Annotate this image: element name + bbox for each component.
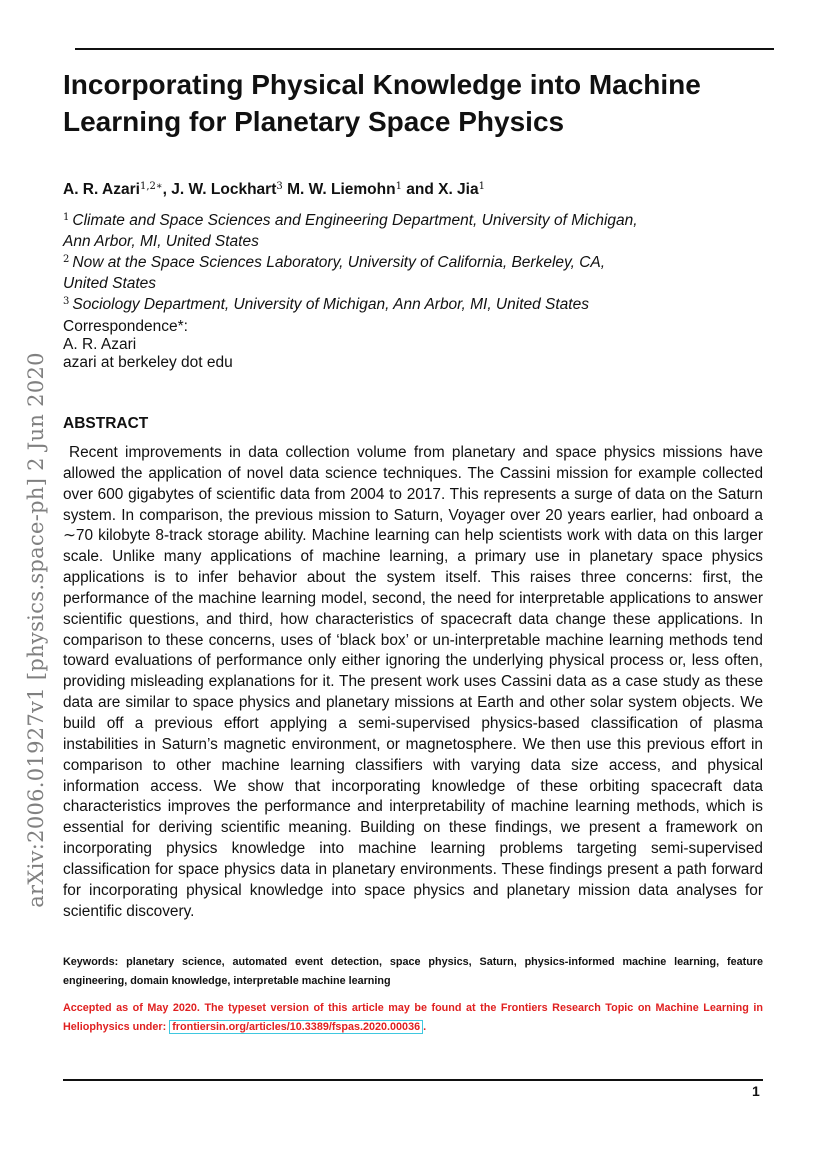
keywords	[63, 953, 763, 991]
abstract-heading: ABSTRACT	[63, 415, 149, 432]
affiliation-mark: 2	[63, 254, 70, 265]
affiliation-3	[63, 291, 589, 315]
correspondence-email: azari at berkeley dot edu	[63, 354, 233, 371]
keywords-list: planetary science, automated event detection, space physics, Saturn, physics-informed machine learning, feature engineering, domain knowledge, interpretable machine learning	[63, 956, 764, 987]
author-affiliation-mark: 3	[276, 181, 283, 192]
affiliation-1	[63, 207, 638, 252]
abstract-text: Recent improvements in data collection volume from planetary and space physics missions have allowed the application of novel data science techniques. The Cassini mission for example collected over 600 gigabytes of scientific data from 2004 to 2017. This represents a surge of data on the Saturn system. In comparison, the previous mission to Saturn, Voyager over 20 years earlier, had onboard a ∼70 kilobyte 8-track storage ability. Machine learning can help scientists work with data on this larger scale. Unlike many applications of machine learning, a primary use in planetary space physics applications is to infer behavior about the system itself. This raises three concerns: first, the performance of the machine learning model, second, the need for interpretable applications to answer scientific questions, and third, how characteristics of spacecraft data change these applications. In comparison to these concerns, uses of ‘black box’ or un-interpretable machine learning methods tend toward evaluations of performance only either ignoring the underlying physical process or, less often, providing misleading explanations for it. The present work uses Cassini data as a case study as these data are similar to space physics and planetary missions at Earth and other solar system objects. We build off a previous effort applying a semi-supervised physics-based classification of plasma instabilities in Saturn’s magnetic environment, or magnetosphere. We then use this previous effort in comparison to other machine learning classifiers with varying data size access, and physical information access. We show that incorporating knowledge of these orbiting spacecraft data characteristics improves the performance and interpretability of machine learning methods, which is essential for deriving scientific meaning. Building on these findings, we present a framework on incorporating physics knowledge into machine learning problems targeting semi-supervised classification for space physics data in planetary environments. These findings present a path forward for incorporating physical knowledge into space physics and planetary mission data analyses for scientific discovery.	[63, 444, 763, 920]
author-affiliation-mark: 1	[478, 181, 485, 192]
author-separator: and	[401, 181, 439, 198]
author-name: A. R. Azari	[63, 181, 140, 198]
arxiv-identifier: arXiv:2006.01927v1 [physics.space-ph] 2 Jun 2020	[24, 352, 48, 908]
author-affiliation-mark: 1,2∗	[139, 181, 163, 192]
correspondence-name: A. R. Azari	[63, 336, 137, 353]
paper-title: Incorporating Physical Knowledge into Machine Learning for Planetary Space Physics	[63, 69, 701, 137]
author-affiliation-mark: 1	[395, 181, 402, 192]
affiliation-2	[63, 249, 605, 294]
correspondence-label: Correspondence*:	[63, 318, 188, 335]
author-name: X. Jia	[438, 181, 479, 198]
correspondence-block	[63, 318, 233, 372]
publication-note	[63, 999, 763, 1037]
keywords-label: Keywords:	[63, 956, 119, 968]
affiliation-text: Sociology Department, University of Michigan, Ann Arbor, MI, United States	[72, 296, 589, 313]
author-separator: ,	[162, 181, 172, 198]
page-number: 1	[752, 1083, 760, 1099]
footer-rule	[63, 1079, 763, 1081]
affiliation-mark: 3	[63, 296, 70, 307]
author-list	[63, 181, 485, 199]
affiliation-text: Ann Arbor, MI, United States	[63, 233, 259, 250]
affiliation-text: Climate and Space Sciences and Engineering Department, University of Michigan,	[72, 212, 638, 229]
affiliation-mark: 1	[63, 212, 70, 223]
author-name: J. W. Lockhart	[171, 181, 277, 198]
publication-note-text: Accepted as of May 2020. The typeset version of this article may be found at the Frontiers Research Topic on Machine Learning in Heliophysics under:	[63, 1002, 763, 1033]
header-rule	[75, 48, 774, 50]
author-name: M. W. Liemohn	[287, 181, 396, 198]
doi-link[interactable]: frontiersin.org/articles/10.3389/fspas.2020.00036	[169, 1020, 423, 1034]
affiliation-text: Now at the Space Sciences Laboratory, University of California, Berkeley, CA,	[72, 254, 606, 271]
affiliation-text: United States	[63, 275, 157, 292]
publication-note-end: .	[423, 1021, 427, 1033]
